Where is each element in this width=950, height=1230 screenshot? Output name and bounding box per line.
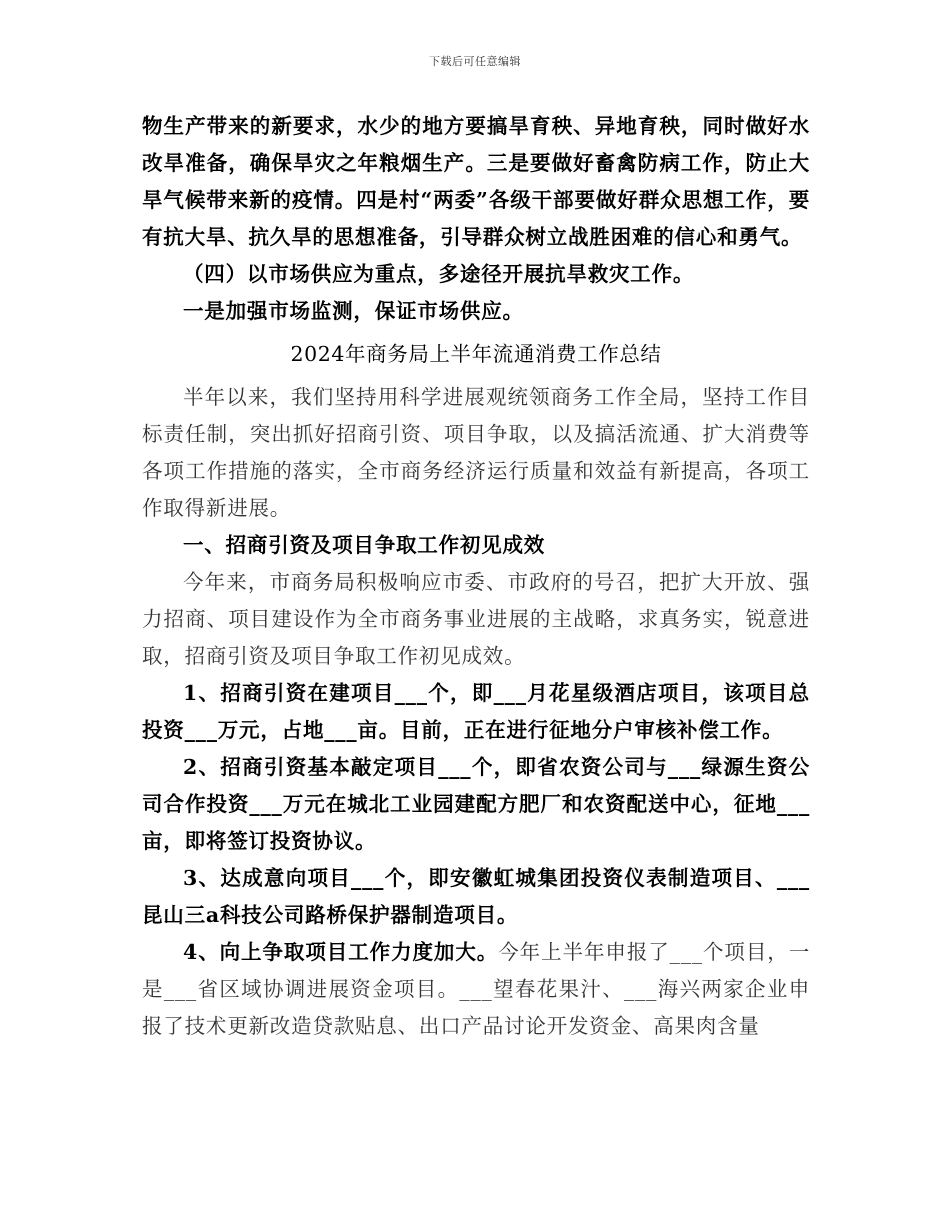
section-heading-four: （四）以市场供应为重点，多途径开展抗旱救灾工作。 [183, 262, 695, 286]
item-four-text: 今年上半年申报了___个项目，一是___省区域协调进展资金项目。___望春花果汁、___海兴两家企业申报了技术更新改造贷款贴息、出口产品讨论开发资金、高果肉含量 [142, 940, 810, 1038]
subheading-market: 一是加强市场监测，保证市场供应。 [183, 299, 524, 323]
item-two: 2、招商引资基本敲定项目___个，即省农资公司与___绿源生资公司合作投资___万元在城北工业园建配方肥厂和农资配送中心，征地___亩，即将签订投资协议。 [142, 755, 810, 853]
item-four [142, 934, 810, 1045]
item-four-heading: 4、向上争取项目工作力度加大。 [183, 940, 499, 964]
document-title: 2024年商务局上半年流通消费工作总结 [290, 342, 662, 366]
page-header-note: 下载后可任意编辑 [429, 55, 521, 68]
section-one-paragraph: 今年来，市商务局积极响应市委、市政府的号召，把扩大开放、强力招商、项目建设作为全市商务事业进展的主战略，求真务实，锐意进取，招商引资及项目争取工作初见成效。 [142, 570, 810, 668]
section-heading-one: 一、招商引资及项目争取工作初见成效 [183, 533, 546, 557]
item-one: 1、招商引资在建项目___个，即___月花星级酒店项目，该项目总投资___万元，占地___亩。目前，正在进行征地分户审核补偿工作。 [142, 681, 810, 742]
paragraph-continued: 物生产带来的新要求，水少的地方要搞旱育秧、异地育秧，同时做好水改旱准备，确保旱灾之年粮烟生产。三是要做好畜禽防病工作，防止大旱气候带来新的疫情。四是村“两委”各级干部要做好群众思想工作，要有抗大旱、抗久旱的思想准备，引导群众树立战胜困难的信心和勇气。 [142, 114, 810, 249]
item-three: 3、达成意向项目___个，即安徽虹城集团投资仪表制造项目、___昆山三a科技公司路桥保护器制造项目。 [142, 866, 810, 927]
document-body [142, 108, 810, 1045]
intro-paragraph: 半年以来，我们坚持用科学进展观统领商务工作全局，坚持工作目标责任制，突出抓好招商引资、项目争取，以及搞活流通、扩大消费等各项工作措施的落实，全市商务经济运行质量和效益有新提高，各项工作取得新进展。 [142, 385, 810, 520]
